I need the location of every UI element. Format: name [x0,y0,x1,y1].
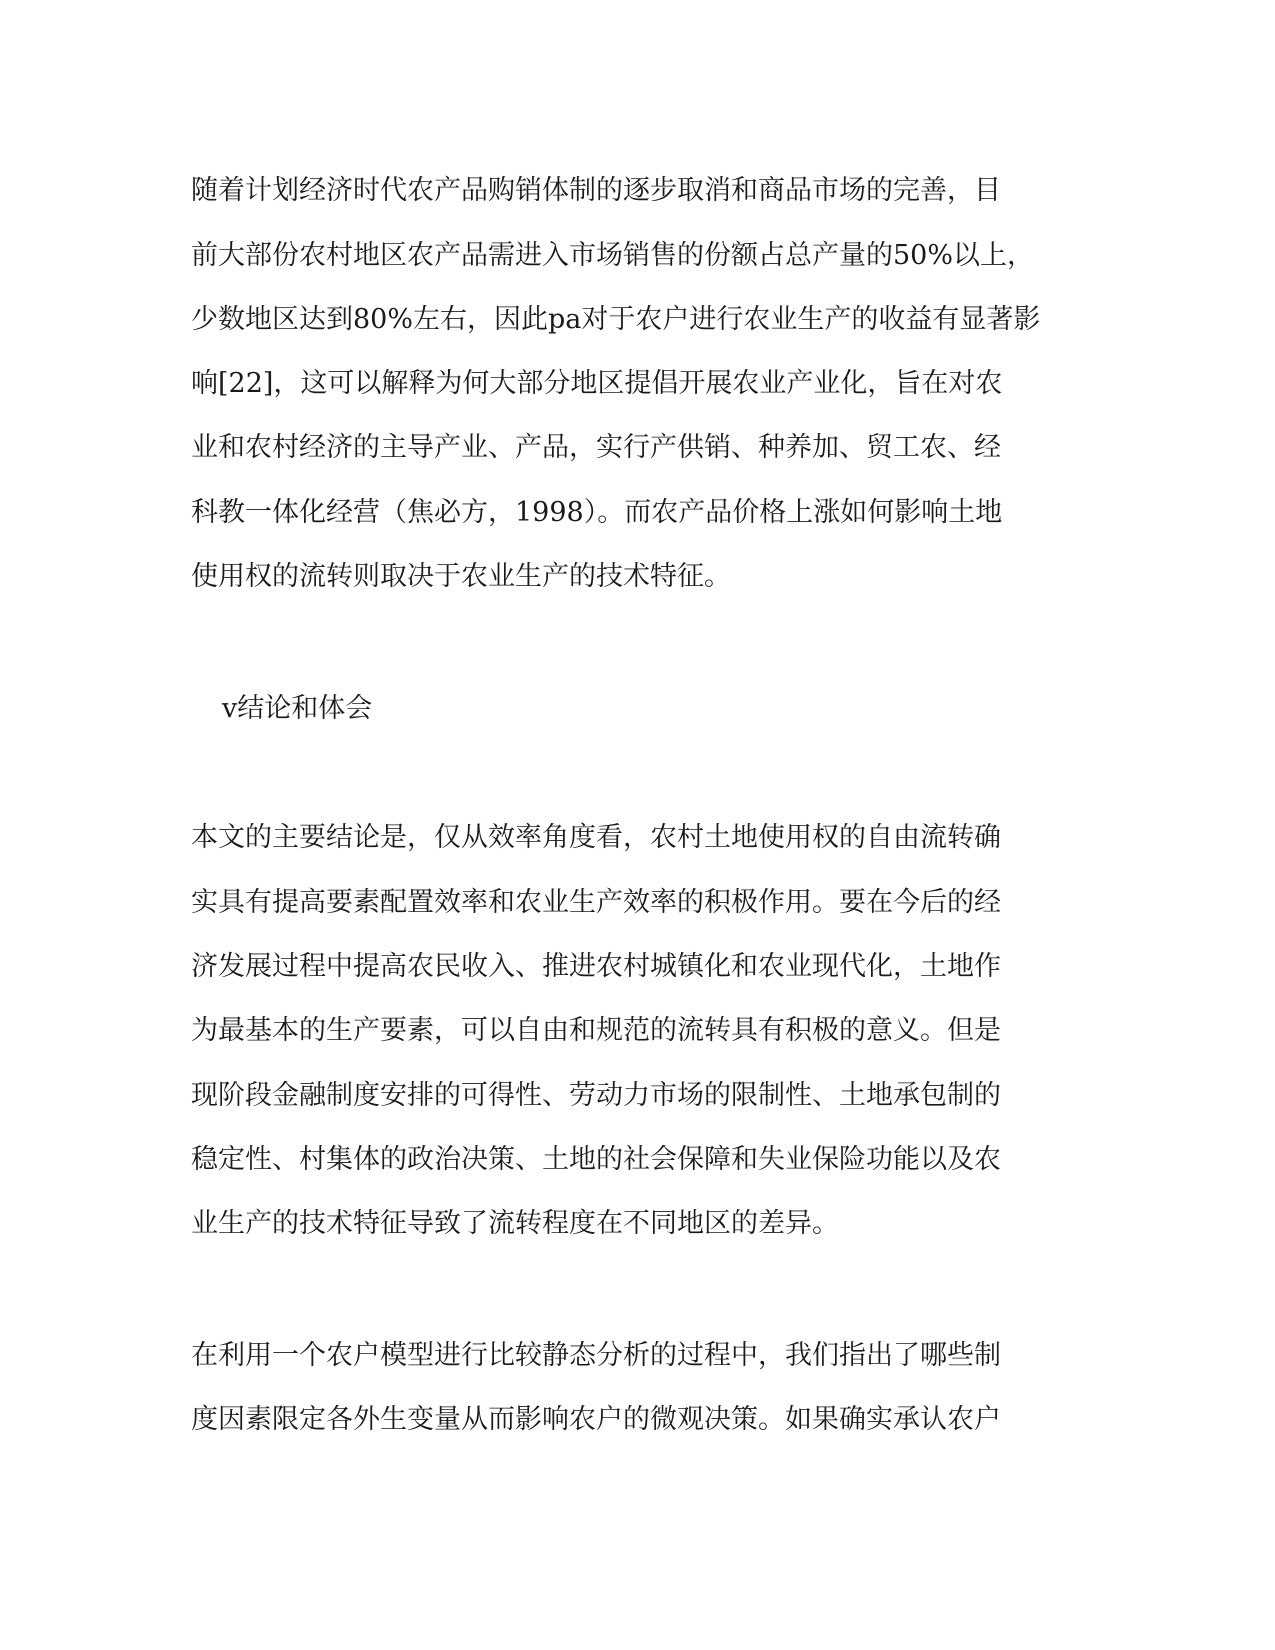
paragraph-1-line-5: 业和农村经济的主导产业、产品，实行产供销、种养加、贸工农、经 [191,432,1001,463]
paragraph-1-line-1: 随着计划经济时代农产品购销体制的逐步取消和商品市场的完善，目 [191,175,1001,206]
paragraph-2-line-6: 稳定性、村集体的政治决策、土地的社会保障和失业保险功能以及农 [191,1144,1001,1175]
paragraph-3-line-2: 度因素限定各外生变量从而影响农户的微观决策。如果确实承认农户 [191,1404,1001,1435]
paragraph-1-line-4: 响[22]，这可以解释为何大部分地区提倡开展农业产业化，旨在对农 [191,368,1003,399]
paragraph-2-line-4: 为最基本的生产要素，可以自由和规范的流转具有积极的意义。但是 [191,1015,1001,1046]
paragraph-1-line-2: 前大部份农村地区农产品需进入市场销售的份额占总产量的50%以上， [191,240,1035,271]
paragraph-1-line-6: 科教一体化经营（焦必方，1998）。而农产品价格上涨如何影响土地 [191,497,1003,528]
paragraph-2-line-2: 实具有提高要素配置效率和农业生产效率的积极作用。要在今后的经 [191,887,1001,918]
paragraph-2-line-5: 现阶段金融制度安排的可得性、劳动力市场的限制性、土地承包制的 [191,1080,1001,1111]
paragraph-2-line-3: 济发展过程中提高农民收入、推进农村城镇化和农业现代化，土地作 [191,951,1001,982]
paragraph-2-line-1: 本文的主要结论是，仅从效率角度看，农村土地使用权的自由流转确 [191,822,1001,853]
paragraph-1-line-7: 使用权的流转则取决于农业生产的技术特征。 [191,561,731,592]
paragraph-3-line-1: 在利用一个农户模型进行比较静态分析的过程中，我们指出了哪些制 [191,1340,1001,1371]
paragraph-2-line-7: 业生产的技术特征导致了流转程度在不同地区的差异。 [191,1208,839,1239]
paragraph-1-line-3: 少数地区达到80%左右，因此pa对于农户进行农业生产的收益有显著影 [191,304,1041,335]
section-heading: v结论和体会 [222,693,373,724]
